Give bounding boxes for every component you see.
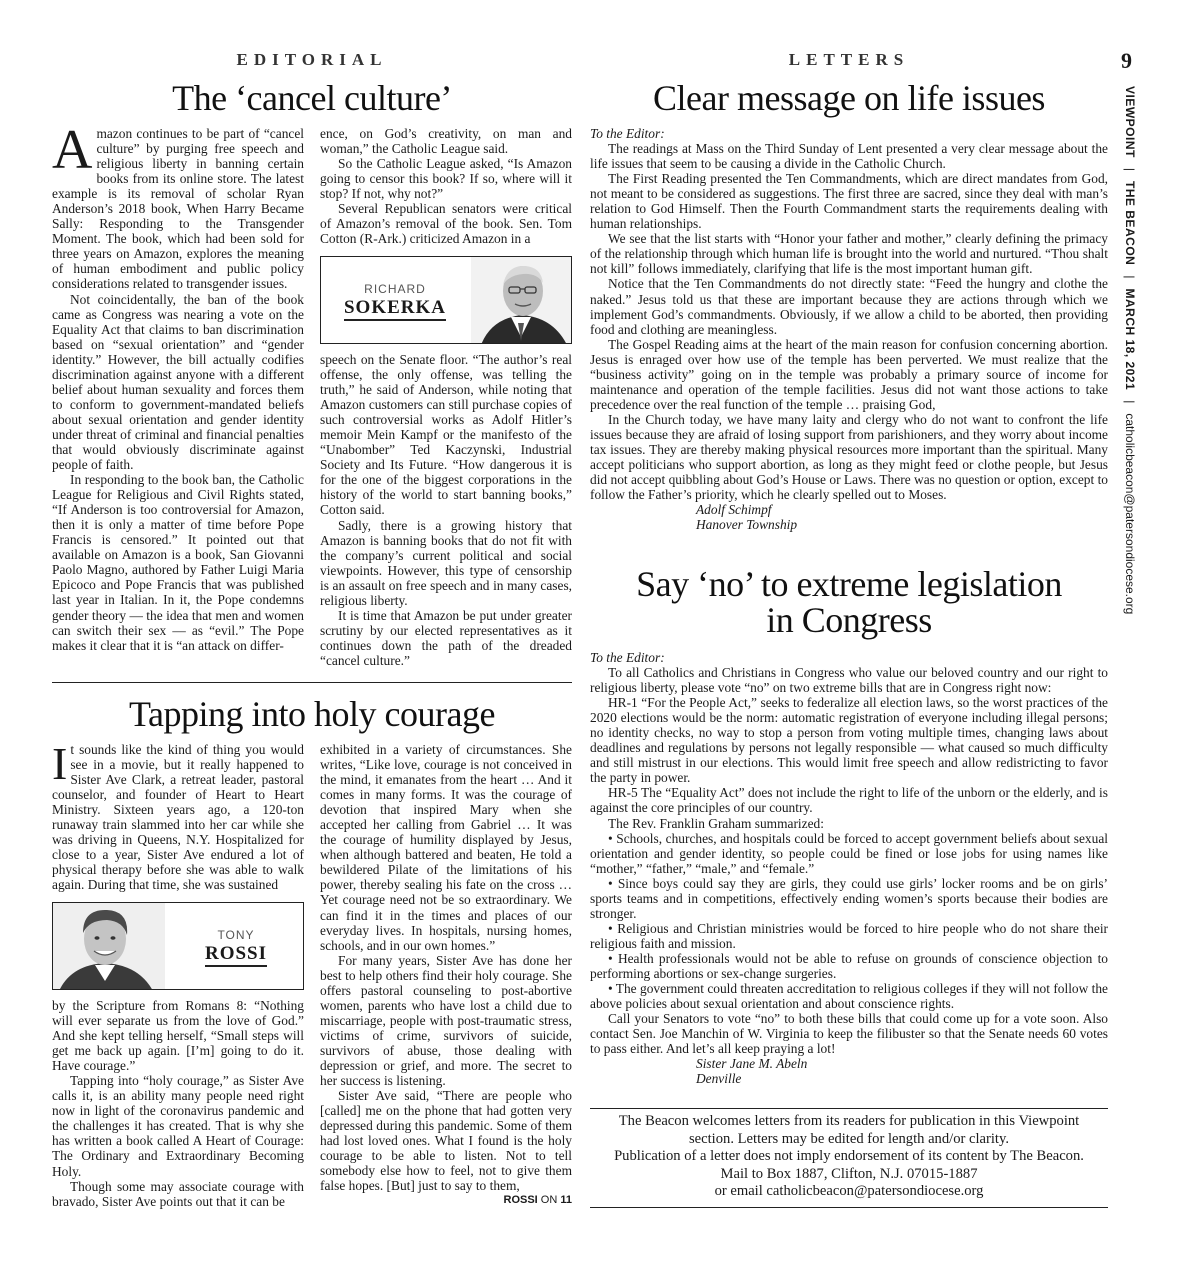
editorial-paragraph: ence, on God’s creativity, on man and woman,” the Catholic League said. [320, 126, 572, 157]
letter1-paragraph: In the Church today, we have many laity and clergy who do not want to confront the life issues because they are afraid of losing support from parishioners, and they worry about income tax issues. They are thereby making physical resources more important than the spiritual. Many accept politicians who support abortion, as long as they might feed or clothe people, but Jesus did not accept quibbling about God’s House or Laws. There was no question or option, except to follow the Father’s priority, which he clearly spelled out to Moses. [590, 411, 1108, 503]
editorial-column-1 [52, 119, 304, 653]
separator: | [1123, 167, 1137, 171]
editorial-paragraph: mazon continues to be part of “cancel culture” by purging free speech and religious liberty in banning certain books from its online store. The latest example is its removal of scholar Ryan Anderson’s 2018 book, When Harry Became Sally: Responding to the Transgender Moment. The book, which had been sold for three years on Amazon, explores the meaning of human embodiment and public policy considerations related to transgender issues. [52, 126, 304, 292]
letter2-headline-line1: Say ‘no’ to extreme legislation [636, 564, 1062, 604]
policy-line: The Beacon welcomes letters from its readers for publication in this Viewpoint [618, 1113, 1080, 1129]
separator: | [1123, 400, 1137, 404]
column-paragraph: For many years, Sister Ave has done her best to help others find their holy courage. She offers pastoral counseling to post-abortive women, parents who have lost a child due to miscarriage, people with post-traumatic stress, victims of crime, survivors of suicide, survivors of abuse, those dealing with depression or grief, and more. The secret to her success is listening. [320, 952, 572, 1089]
editorial-label: EDITORIAL [236, 50, 388, 69]
editorial-byline-box [320, 256, 572, 344]
column-dropcap: I [52, 738, 68, 789]
author-first-name: TONY [217, 928, 255, 942]
author-last-name: SOKERKA [344, 297, 446, 321]
editorial-paragraph: So the Catholic League asked, “Is Amazon going to censor this book? If so, where will it stop? If not, why not?” [320, 156, 572, 202]
letter1-body [590, 126, 1108, 532]
letter2-paragraph: To all Catholics and Christians in Congress who value our beloved country and our right to religious liberty, please vote “no” on two extreme bills that are in Congress right now: [590, 665, 1108, 696]
column-paragraph: Tapping into “holy courage,” as Sister Ave calls it, is an ability many people need right now in light of the coronavirus pandemic and the challenges it has created. That is why she has written a book called A Heart of Courage: The Ordinary and Extraordinary Becoming Holy. [52, 1073, 304, 1179]
letter1-paragraph: The First Reading presented the Ten Commandments, which are direct mandates from God, not meant to be considered as suggestions. The first three are sacred, since they deal with man’s relation to God Himself. Then the Fourth Commandment starts the requirements dealing with human relationships. [590, 171, 1108, 232]
letter2-bullet: • Since boys could say they are girls, they could use girls’ locker rooms and be on girls’ sports teams and in competitions, effectively ending women’s sports because their bodies are stronger. [590, 875, 1108, 921]
author-photo [53, 903, 165, 990]
column-paragraph: t sounds like the kind of thing you would see in a movie, but it really happened to Sister Ave Clark, a retreat leader, pastoral counselor, and founder of Heart to Heart Ministry. Sixteen years ago, a 120-ton runaway train slammed into her car while she was driving in Queens, N.Y. Hospitalized for close to a year, Sister Ave endured a lot of physical therapy before she was able to walk again. During that time, she was sustained [52, 742, 304, 893]
letter2-paragraph: HR-5 The “Equality Act” does not include the right to life of the unborn or the elderly, and is against the core principles of our country. [590, 785, 1108, 816]
letters-policy-box [590, 1108, 1108, 1208]
column-column-2 [320, 742, 572, 1193]
email-link[interactable]: catholicbeacon@patersondiocese.org [1123, 413, 1137, 615]
letter2-body [590, 650, 1108, 1086]
editorial-paragraph: Sadly, there is a growing history that Amazon is banning books that do not fit with the company’s current political and social viewpoints. However, this type of censorship is an assault on free speech and in many cases, religious liberty. [320, 517, 572, 608]
letter2-signature: Sister Jane M. Abeln [696, 1056, 808, 1072]
letter2-salutation: To the Editor: [590, 650, 665, 665]
letter2-paragraph: HR-1 “For the People Act,” seeks to federalize all election laws, so the worst practices of the 2020 elections would be the norm: automatic registration of everyone including illegal persons; no identity checks, no way to stop a person from voting multiple times, changing laws about deadlines and regulations by persons not legally responsible — what caused so much difficulty and still mistrust in our elections. This would limit free speech and allow redistricting to favor the party in power. [590, 695, 1108, 786]
author-first-name: RICHARD [364, 282, 426, 296]
column-paragraph: exhibited in a variety of circumstances. She writes, “Like love, courage is not conceived in the mind, it emanates from the heart … And it comes in many forms. It was the courage of devotion that inspired Mary when she accepted her calling from Gabriel … It was the courage of humility displayed by Jesus, when although battered and beaten, He told a bewildered Pilate of the limitations of his power, thereby sealing his fate on the cross … Yet courage need not be so extraordinary. We can find it in the times and places of our everyday lives. In hospitals, nursing homes, schools, and in our own homes.” [320, 742, 572, 953]
editorial-paragraph: Several Republican senators were critical of Amazon’s removal of the book. Sen. Tom Cotton (R-Ark.) criticized Amazon in a [320, 201, 572, 247]
editorial-dropcap: A [52, 119, 93, 181]
separator: | [1123, 275, 1137, 279]
page-sidebar [1123, 86, 1137, 614]
column-paragraph: by the Scripture from Romans 8: “Nothing will ever separate us from the love of God.” And she kept telling herself, “Small steps will get me back up again. [I’m] going to do it. Have courage.” [52, 998, 304, 1074]
letter2-headline-line2: in Congress [766, 600, 932, 640]
letter2-paragraph: Call your Senators to vote “no” to both these bills that could come up for a vote soon. Also contact Sen. Joe Manchin of W. Virginia to keep the filibuster so that the Senate needs 60 votes to pass either. And let’s all keep praying a lot! [590, 1011, 1108, 1057]
letter2-bullet: • Schools, churches, and hospitals could be forced to accept government beliefs about sexual orientation and gender identity, so people could be fined or lose jobs for using names like “mother,” “father,” “male,” and “female.” [590, 830, 1108, 876]
column-paragraph: Sister Ave said, “There are people who [called] me on the phone that had gotten very depressed during this pandemic. Some of them had lost loved ones. What I found is the holy courage to be able to listen. Not to tell somebody else how to feel, not to give them false hopes. [But] just to say to them, [320, 1088, 572, 1194]
author-photo [471, 257, 572, 344]
page-number: 9 [1121, 48, 1132, 73]
editorial-column-2-continued [320, 352, 572, 668]
policy-line: Mail to Box 1887, Clifton, N.J. 07015-1887 [720, 1165, 978, 1182]
editorial-paragraph: In responding to the book ban, the Catholic League for Religious and Civil Rights stated, “If Anderson is too controversial for Amazon, then it is only a matter of time before Pope Francis is censored.” It pointed out that available on Amazon is a book, San Giovanni Paolo Magno, authored by Father Luigi Maria Epicoco and Pope Francis that was published last year in Italian. In it, the Pope condemns gender theory — the idea that men and women can switch their sex — as “evil.” The Pope makes it clear that it is “an attack on differ- [52, 472, 304, 653]
letter1-paragraph: We see that the list starts with “Honor your father and mother,” clearly defining the primacy of the relationship through which human life is brought into the world and nurtured. “Thou shalt not kill” follows immediately, clarifying that life is the most important human gift. [590, 231, 1108, 277]
author-last-name: ROSSI [205, 943, 267, 967]
column-headline: Tapping into holy courage [129, 694, 495, 734]
letter2-headline [590, 566, 1108, 638]
column-byline-box [52, 902, 304, 990]
column-column-1 [52, 738, 304, 893]
editorial-paragraph: Not coincidentally, the ban of the book came as Congress was nearing a vote on the Equality Act that claims to ban discrimination based on “sexual orientation” and “gender identity.” However, the bill actually codifies discrimination against anyone with a different belief about human sexuality and forces them to conform to government-mandated beliefs about sexual orientation and gender identity under threat of criminal and financial penalties that would obviously discriminate against people of faith. [52, 291, 304, 473]
column-column-1-continued [52, 998, 304, 1209]
editorial-paragraph: speech on the Senate floor. “The author’s real offense, the only offense, was telling the truth,” he said of Anderson, while noting that Amazon customers can still purchase copies of such controversial works as Adolf Hitler’s memoir Mein Kampf or the manifesto of the “Unabomber” Ted Kaczynski, Industrial Society and Its Future. “How dangerous it is for the one of the biggest corporations in the history of the world to start banning books,” Cotton said. [320, 352, 572, 518]
letter1-paragraph: Notice that the Ten Commandments do not directly state: “Feed the hungry and clothe the naked.” Jesus told us that these are important because they are actions through which we implement God’s commandments. Obviously, if we allow a child to be aborted, then providing food and clothing are meaningless. [590, 276, 1108, 337]
issue-date: MARCH 18, 2021 [1123, 288, 1137, 391]
letter2-town: Denville [696, 1071, 742, 1087]
letter2-paragraph: The Rev. Franklin Graham summarized: [608, 815, 824, 831]
letter2-bullet: • The government could threaten accreditation to religious colleges if they will not follow the above policies about sexual orientation and about conscience rights. [590, 981, 1108, 1012]
column-paragraph: Though some may associate courage with bravado, Sister Ave points out that it can be [52, 1178, 304, 1209]
letters-label: LETTERS [788, 50, 910, 69]
policy-line: section. Letters may be edited for length and/or clarity. [688, 1130, 1009, 1147]
jump-on: ON [540, 1194, 558, 1206]
letter1-signature: Adolf Schimpf [696, 502, 772, 518]
policy-line: Publication of a letter does not imply endorsement of its content by The Beacon. [614, 1148, 1084, 1164]
letter2-bullet: • Religious and Christian ministries would be forced to hire people who do not share their religious faith and mission. [590, 920, 1108, 951]
editorial-headline: The ‘cancel culture’ [172, 78, 452, 118]
letter1-town: Hanover Township [696, 517, 798, 533]
letter1-paragraph: The Gospel Reading aims at the heart of the main reason for confusion concerning abortion. Jesus is enraged over how use of the temple has been perverted. We must realize that the “business activity” going on in the temple was probably a primary source of income for maintenance and operation of the temple facilities. Jesus did not want those actions to take precedence over the real function of the temple … praising God, [590, 336, 1108, 412]
section-name: VIEWPOINT [1123, 86, 1137, 158]
jump-page: 11 [560, 1194, 572, 1206]
section-divider [52, 682, 572, 683]
letter1-paragraph: The readings at Mass on the Third Sunday of Lent presented a very clear message about the life issues that seem to be causing a divide in the Catholic Church. [590, 141, 1108, 172]
letter2-bullet: • Health professionals would not be able to refuse on grounds of conscience objection to performing abortions or sex-change surgeries. [590, 950, 1108, 981]
paper-name: THE BEACON [1123, 181, 1137, 266]
letter1-headline: Clear message on life issues [653, 78, 1045, 118]
policy-email-line[interactable]: or email catholicbeacon@patersondiocese.org [714, 1183, 984, 1199]
jump-line[interactable] [472, 1194, 572, 1206]
editorial-column-2 [320, 126, 572, 246]
jump-name: ROSSI [503, 1194, 538, 1206]
letter1-salutation: To the Editor: [590, 126, 665, 141]
editorial-paragraph: It is time that Amazon be put under greater scrutiny by our elected representatives as it continues down the path of the dreaded “cancel culture.” [320, 607, 572, 668]
